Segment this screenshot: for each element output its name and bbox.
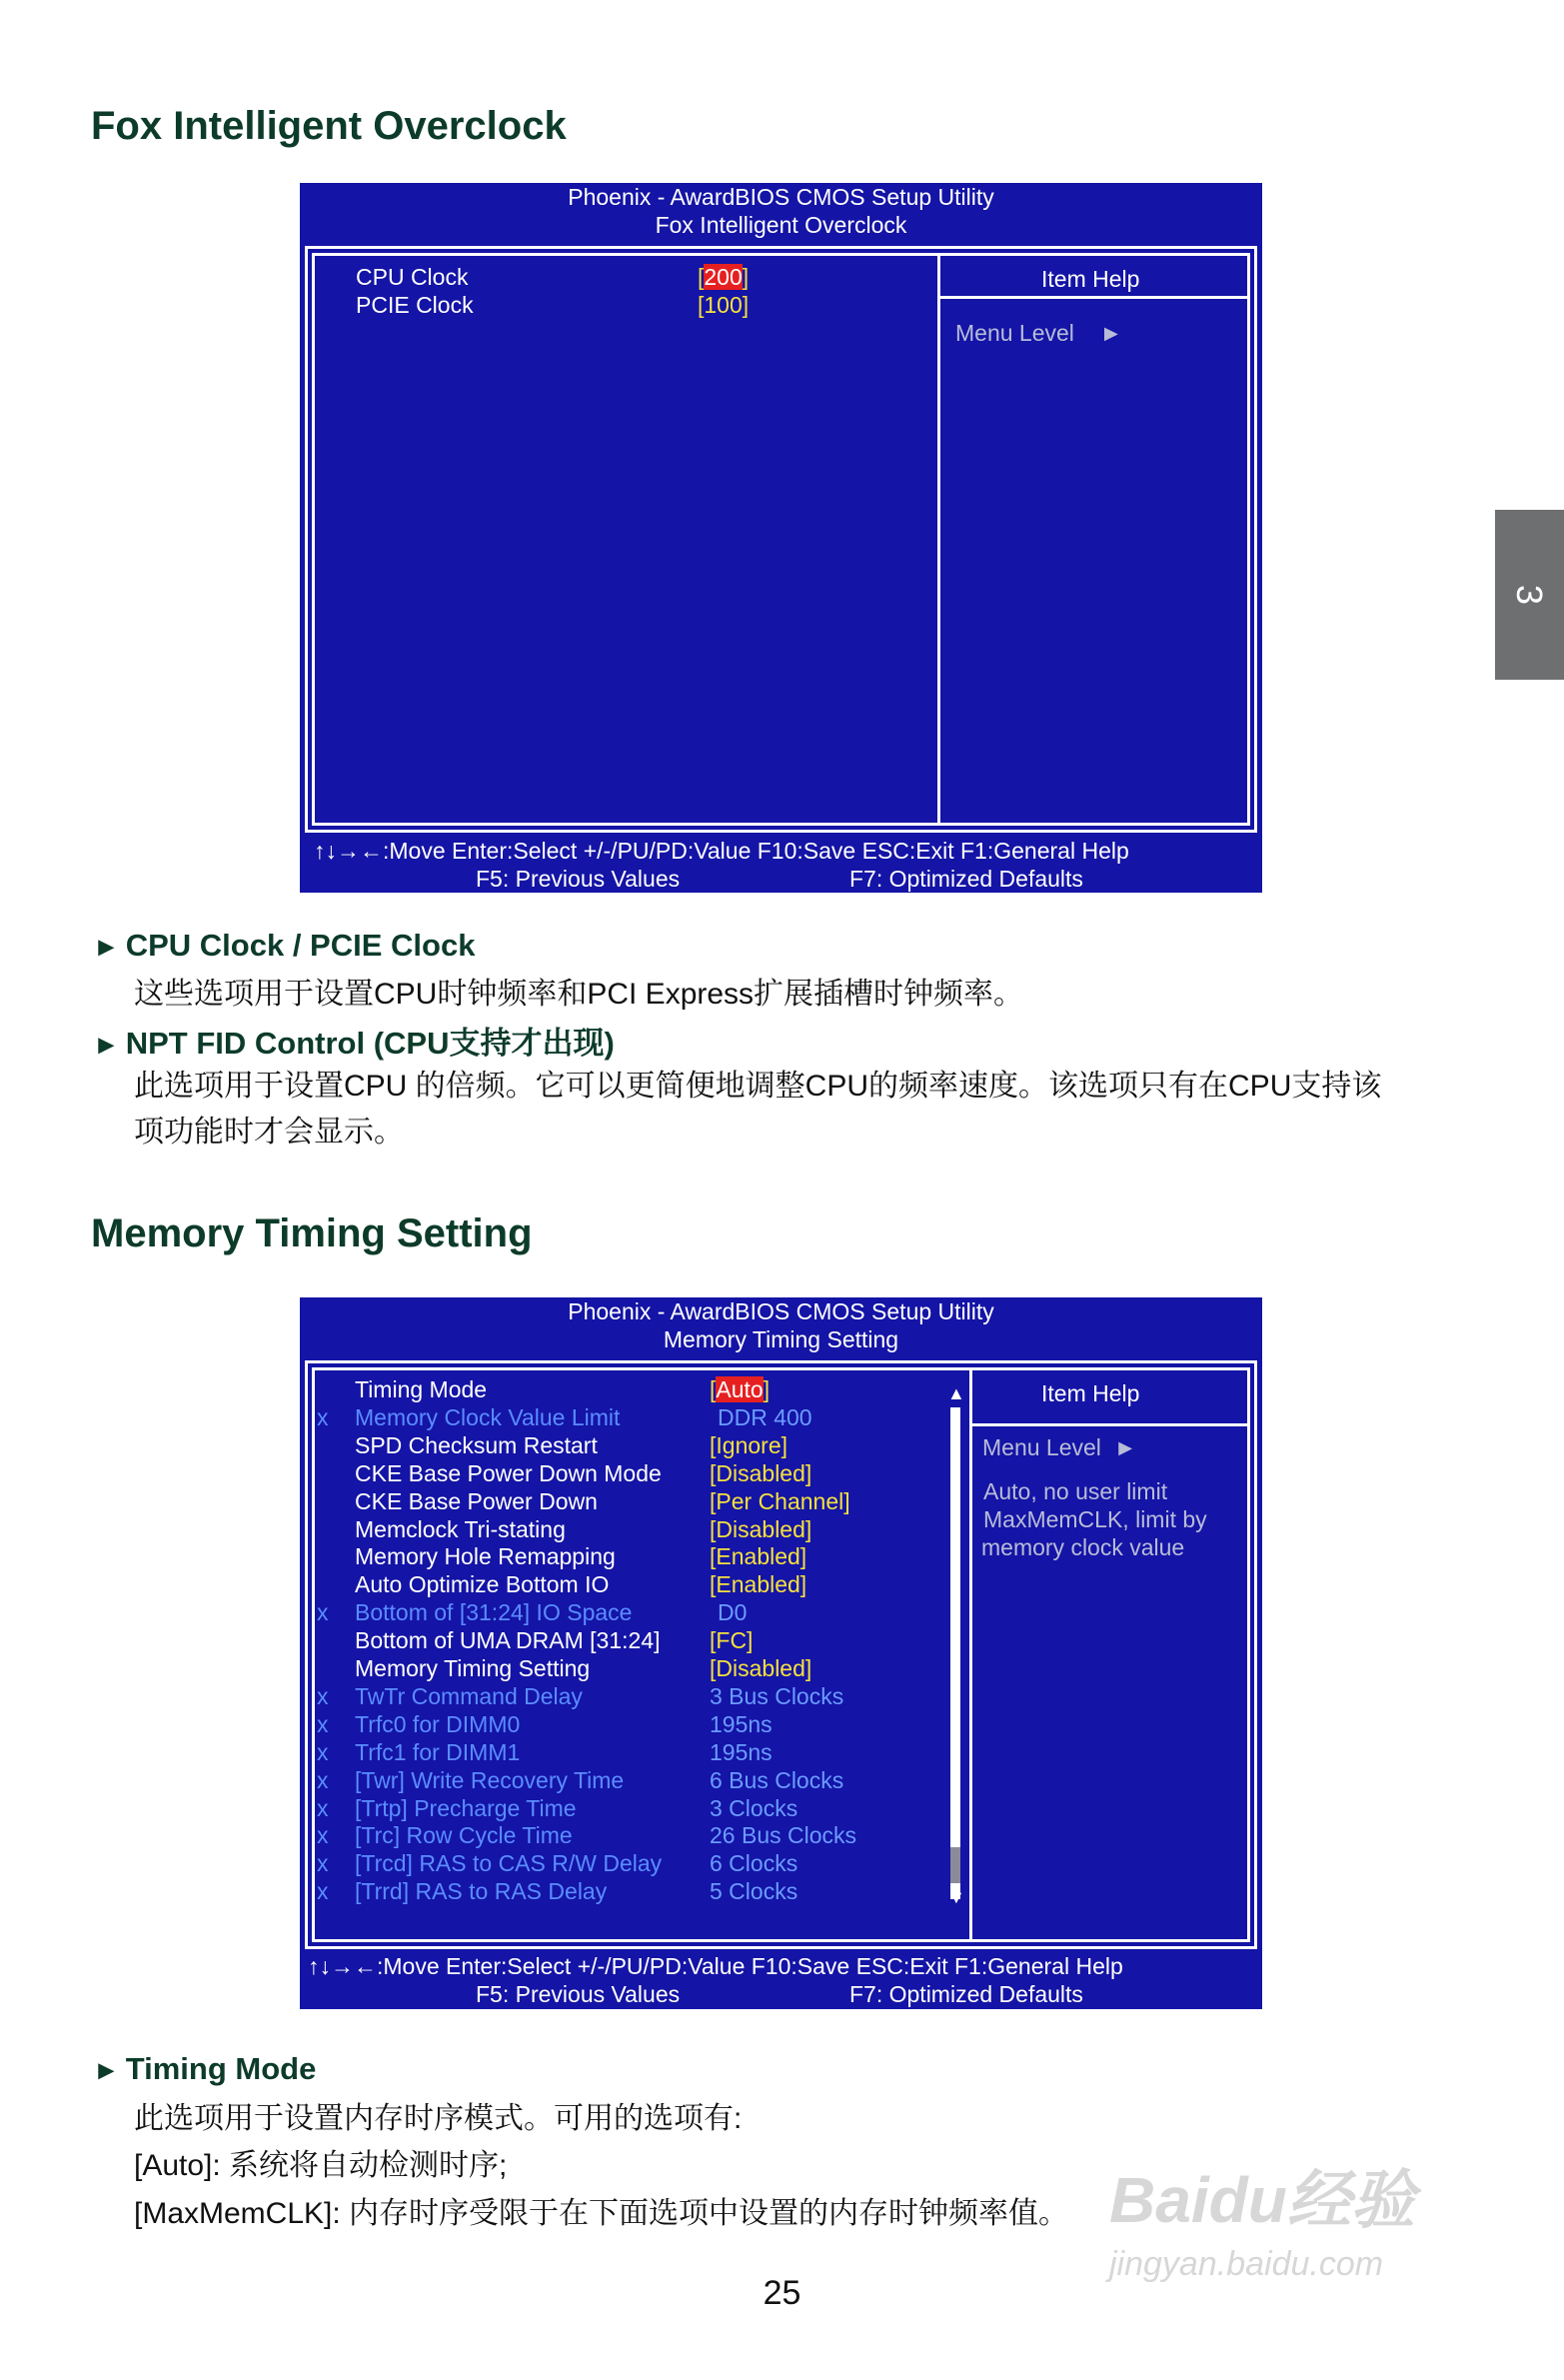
- menu-level-arrow-icon: ►: [1113, 1434, 1137, 1460]
- bios-item-value[interactable]: [Disabled]: [710, 1516, 812, 1542]
- help-text-line: Auto, no user limit: [983, 1478, 1168, 1504]
- bios-item-disabled-marker: x: [317, 1599, 329, 1625]
- bios-item-disabled-marker: x: [317, 1683, 329, 1709]
- desc-title-cpu-clock: ► CPU Clock / PCIE Clock: [93, 928, 476, 963]
- bios-item-label[interactable]: Memory Timing Setting: [355, 1655, 591, 1681]
- bios-title: Phoenix - AwardBIOS CMOS Setup Utility: [568, 1298, 994, 1324]
- bios-value-cpu-clock[interactable]: [200]: [698, 264, 750, 290]
- scroll-up-icon[interactable]: ▲: [947, 1383, 965, 1403]
- bios-item-label[interactable]: SPD Checksum Restart: [355, 1432, 598, 1458]
- bios-title: Phoenix - AwardBIOS CMOS Setup Utility: [568, 184, 994, 210]
- bios-subtitle: Memory Timing Setting: [663, 1326, 899, 1352]
- desc-text-timing-mode-3: [MaxMemCLK]: 内存时序受限于在下面选项中设置的内存时钟频率值。: [134, 2197, 1069, 2230]
- item-help-title: Item Help: [1041, 266, 1140, 292]
- watermark-logo: Baidu经验: [1109, 2164, 1415, 2236]
- bios-item-value: 6 Bus Clocks: [710, 1767, 844, 1793]
- bios-footer-previous: F5: Previous Values: [476, 1981, 681, 2007]
- bios-item-value[interactable]: [Per Channel]: [710, 1488, 850, 1514]
- bios-item-value: 3 Clocks: [710, 1795, 798, 1821]
- bios-item-disabled-marker: x: [317, 1878, 329, 1904]
- bios-item-value: DDR 400: [718, 1404, 812, 1430]
- bios-item-label: [Trrd] RAS to RAS Delay: [355, 1878, 608, 1904]
- bios-item-label: [Trc] Row Cycle Time: [355, 1822, 573, 1848]
- bios-item-value[interactable]: [Enabled]: [710, 1571, 807, 1597]
- desc-text-npt-fid-2: 项功能时才会显示。: [134, 1116, 404, 1149]
- bios-item-value[interactable]: [Enabled]: [710, 1543, 807, 1569]
- bios-item-label[interactable]: Bottom of UMA DRAM [31:24]: [355, 1627, 661, 1653]
- bios-item-label[interactable]: Memory Hole Remapping: [355, 1543, 616, 1569]
- bios-item-disabled-marker: x: [317, 1822, 329, 1848]
- bullet-arrow-icon: ►: [93, 2055, 120, 2085]
- page-number: 25: [763, 2274, 801, 2312]
- bios-item-label: TwTr Command Delay: [355, 1683, 583, 1709]
- scrollbar-track[interactable]: [950, 1407, 960, 1899]
- menu-level-label: Menu Level ►: [955, 320, 1123, 346]
- bios-item-disabled-marker: x: [317, 1850, 329, 1876]
- bios-item-label[interactable]: Auto Optimize Bottom IO: [355, 1571, 610, 1597]
- menu-level-label: Menu Level ►: [982, 1434, 1137, 1460]
- bios-item-value: 26 Bus Clocks: [710, 1822, 857, 1848]
- bios-item-disabled-marker: x: [317, 1767, 329, 1793]
- bios-item-label: [Trtp] Precharge Time: [355, 1795, 577, 1821]
- desc-text-timing-mode-2: [Auto]: 系统将自动检测时序;: [134, 2149, 508, 2182]
- bios-subtitle: Fox Intelligent Overclock: [655, 212, 907, 238]
- bios-item-disabled-marker: x: [317, 1795, 329, 1821]
- section-heading-memory-timing: Memory Timing Setting: [91, 1211, 533, 1255]
- bios-footer-defaults: F7: Optimized Defaults: [849, 866, 1083, 892]
- desc-text-cpu-clock: 这些选项用于设置CPU时钟频率和PCI Express扩展插槽时钟频率。: [134, 978, 1024, 1011]
- bios-panel-memory: [300, 1297, 1262, 2009]
- bios-footer-keys: ↑↓→←:Move Enter:Select +/-/PU/PD:Value F10:Save ESC:Exit F1:General Help: [314, 838, 1129, 864]
- bios-item-cpu-clock[interactable]: CPU Clock: [356, 264, 469, 290]
- bios-item-label: [Trcd] RAS to CAS R/W Delay: [355, 1850, 663, 1876]
- bios-item-label: Memory Clock Value Limit: [355, 1404, 621, 1430]
- bios-footer-defaults: F7: Optimized Defaults: [849, 1981, 1083, 2007]
- bios-footer-previous: F5: Previous Values: [476, 866, 681, 892]
- bios-item-value[interactable]: [Ignore]: [710, 1432, 787, 1458]
- bios-item-value[interactable]: [FC]: [710, 1627, 754, 1653]
- bios-item-label: Trfc1 for DIMM1: [355, 1739, 521, 1765]
- desc-text-npt-fid-1: 此选项用于设置CPU 的倍频。它可以更简便地调整CPU的频率速度。该选项只有在CPU支持该: [134, 1070, 1382, 1103]
- bios-item-label[interactable]: Timing Mode: [355, 1376, 488, 1402]
- bios-panel-overclock: [300, 183, 1262, 893]
- section-heading-fox-overclock: Fox Intelligent Overclock: [91, 104, 567, 148]
- help-text-line: memory clock value: [981, 1534, 1185, 1560]
- chapter-tab: 3: [1495, 510, 1564, 680]
- desc-text-timing-mode-1: 此选项用于设置内存时序模式。可用的选项有:: [134, 2102, 743, 2135]
- bios-item-value: 3 Bus Clocks: [710, 1683, 844, 1709]
- bios-item-pcie-clock[interactable]: PCIE Clock: [356, 292, 474, 318]
- desc-title-npt-fid: ► NPT FID Control (CPU支持才出现): [93, 1026, 615, 1061]
- bios-item-value: 195ns: [710, 1739, 773, 1765]
- bios-item-label: [Twr] Write Recovery Time: [355, 1767, 625, 1793]
- bios-item-value[interactable]: [Auto]: [710, 1376, 771, 1402]
- bios-item-value[interactable]: [Disabled]: [710, 1460, 812, 1486]
- bios-item-value: 195ns: [710, 1711, 773, 1737]
- help-text-line: MaxMemCLK, limit by: [983, 1506, 1207, 1532]
- bios-footer-keys: ↑↓→←:Move Enter:Select +/-/PU/PD:Value F10:Save ESC:Exit F1:General Help: [308, 1953, 1123, 1979]
- bios-item-label[interactable]: CKE Base Power Down: [355, 1488, 598, 1514]
- scrollbar-thumb[interactable]: [950, 1847, 960, 1883]
- item-help-title: Item Help: [1041, 1380, 1140, 1406]
- bios-item-value: 6 Clocks: [710, 1850, 798, 1876]
- bios-item-disabled-marker: x: [317, 1739, 329, 1765]
- bullet-arrow-icon: ►: [93, 932, 120, 962]
- menu-level-arrow-icon: ►: [1099, 320, 1123, 346]
- watermark-url: jingyan.baidu.com: [1109, 2245, 1384, 2283]
- bios-item-value: D0: [718, 1599, 748, 1625]
- scroll-down-icon[interactable]: ▼: [947, 1887, 965, 1907]
- bios-item-value: 5 Clocks: [710, 1878, 798, 1904]
- bios-item-label[interactable]: Memclock Tri-stating: [355, 1516, 566, 1542]
- bios-value-pcie-clock[interactable]: [100]: [698, 292, 750, 318]
- bullet-arrow-icon: ►: [93, 1030, 120, 1060]
- bios-item-value[interactable]: [Disabled]: [710, 1655, 812, 1681]
- bios-item-label: Bottom of [31:24] IO Space: [355, 1599, 633, 1625]
- bios-item-disabled-marker: x: [317, 1711, 329, 1737]
- bios-item-label[interactable]: CKE Base Power Down Mode: [355, 1460, 662, 1486]
- selected-value-highlight: Auto: [716, 1376, 764, 1402]
- bios-item-label: Trfc0 for DIMM0: [355, 1711, 521, 1737]
- bios-item-disabled-marker: x: [317, 1404, 329, 1430]
- desc-title-timing-mode: ► Timing Mode: [93, 2051, 317, 2086]
